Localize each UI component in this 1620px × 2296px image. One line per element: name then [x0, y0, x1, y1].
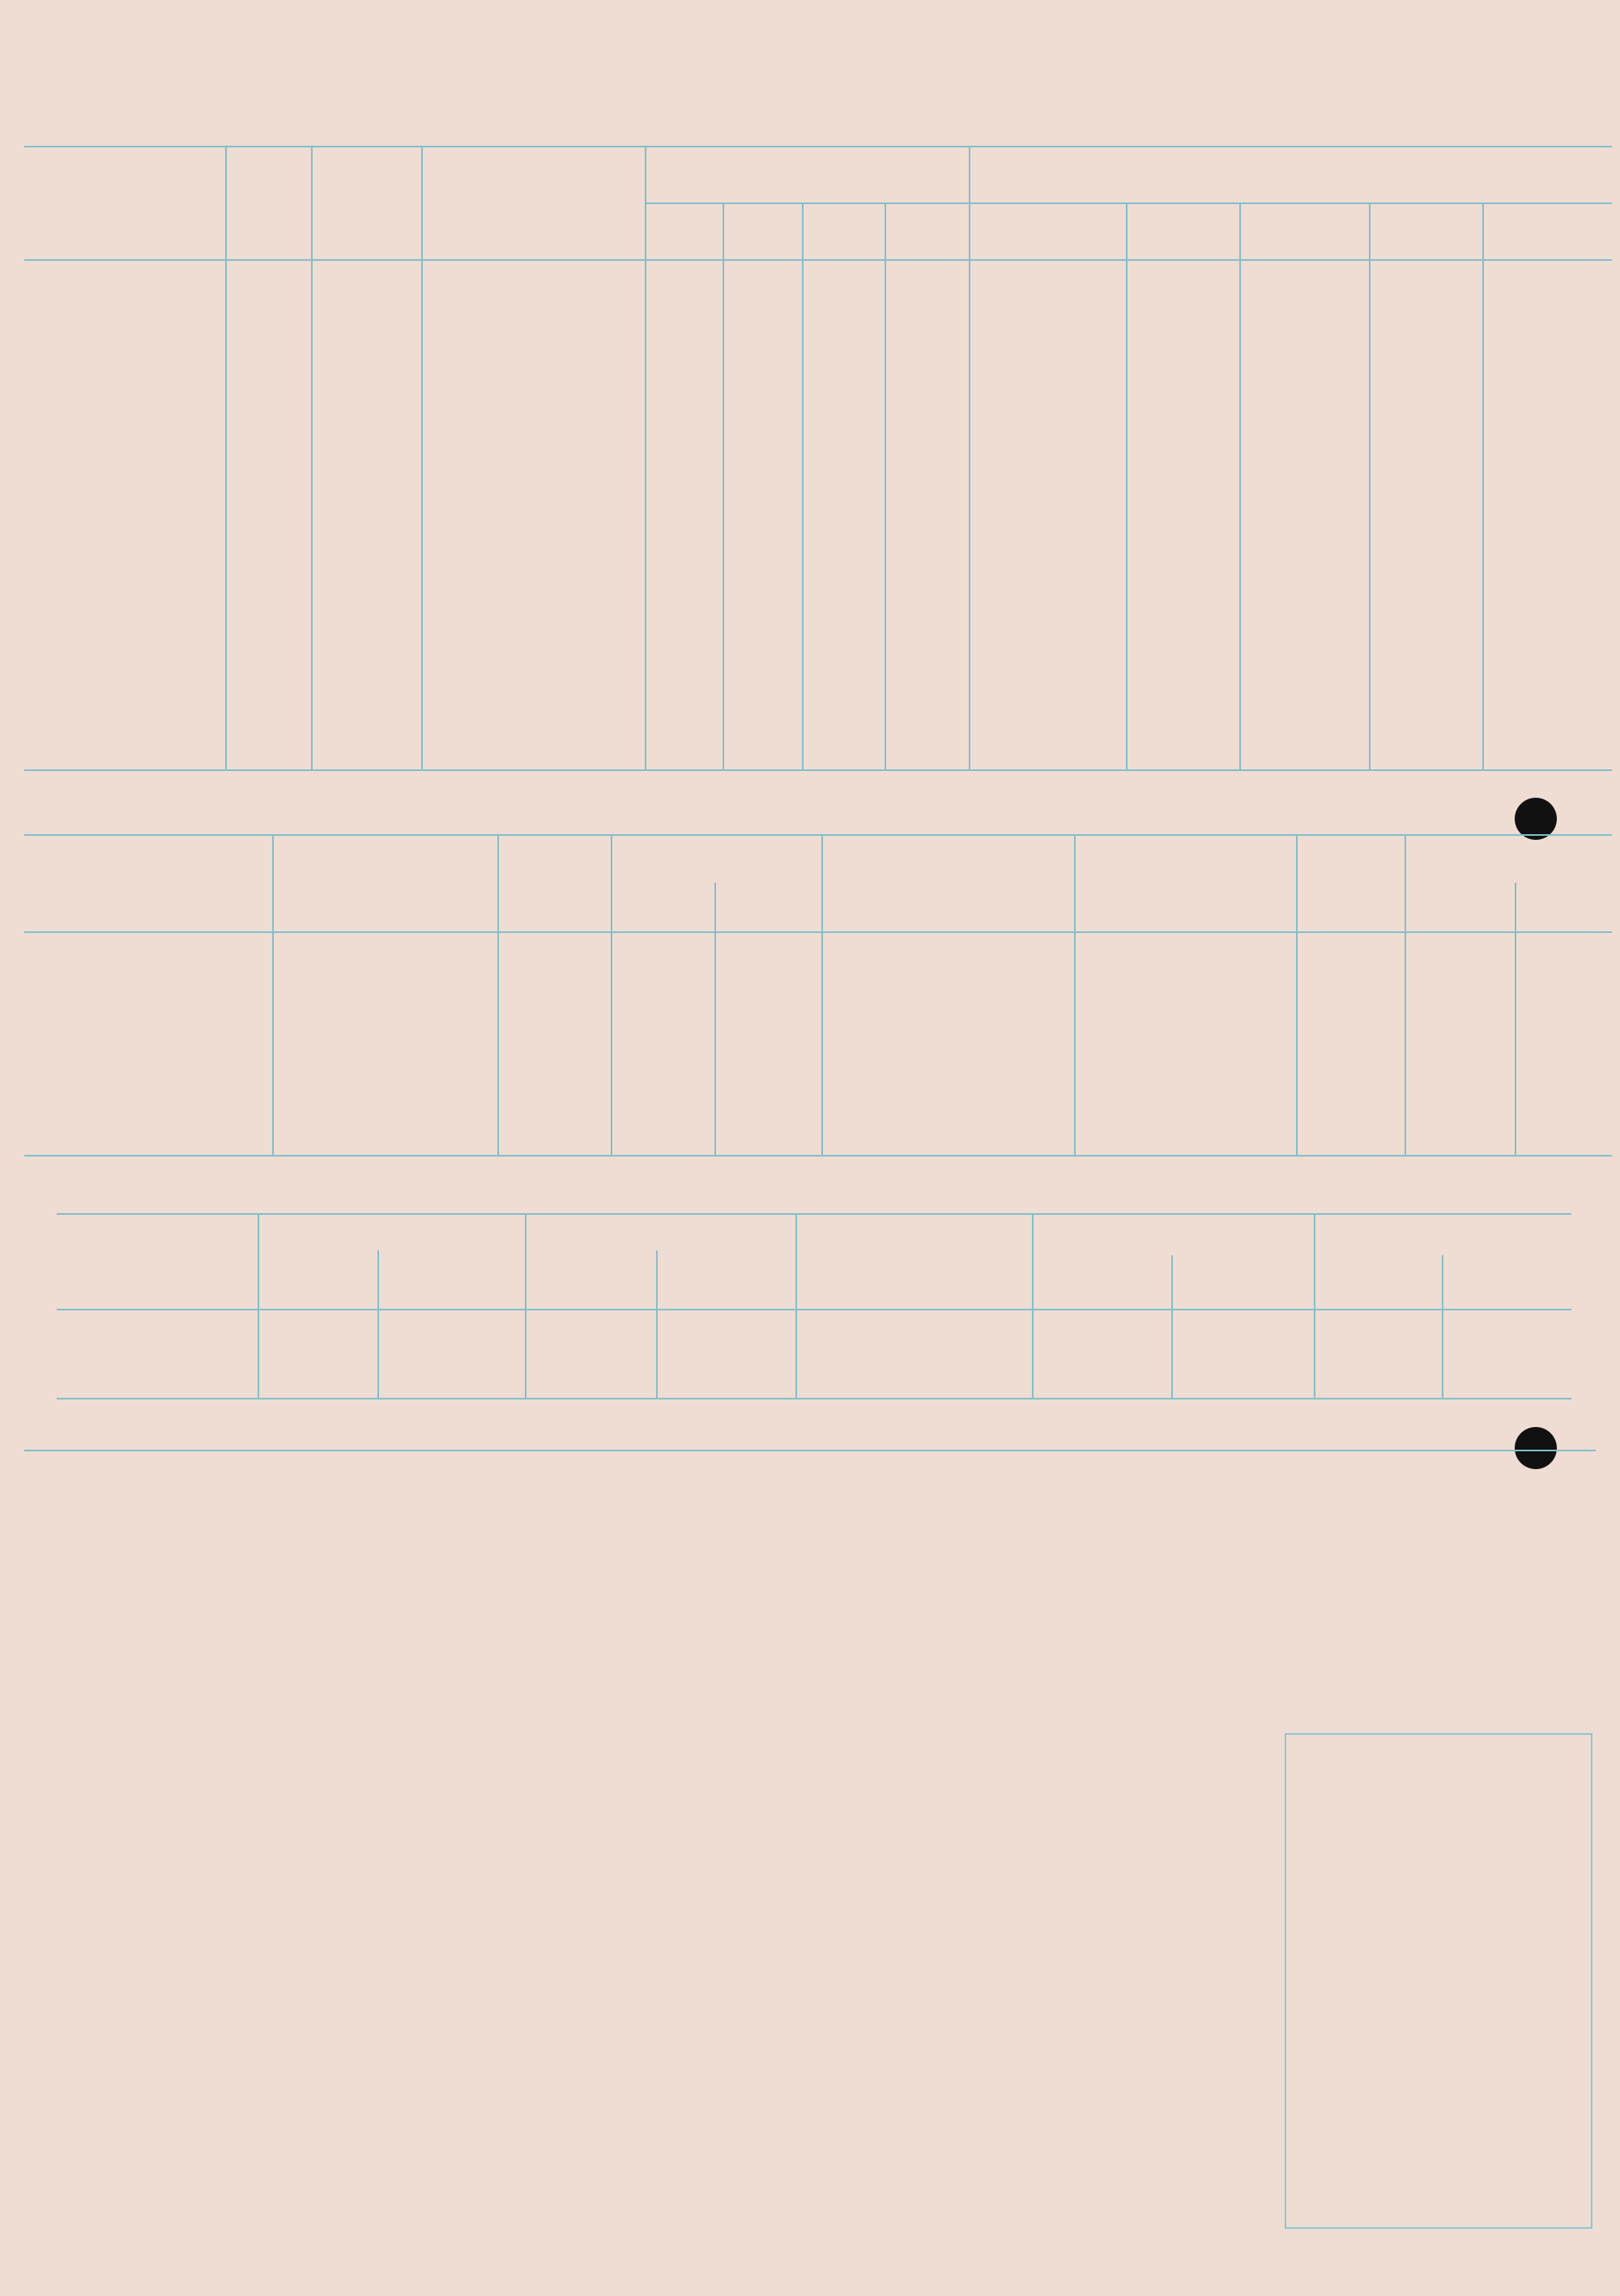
bemerkungen-box	[1285, 1733, 1592, 2229]
aerology-diagram	[0, 1490, 1280, 2256]
section-1-heading	[28, 87, 1567, 128]
punch-hole-2	[1515, 1427, 1557, 1469]
